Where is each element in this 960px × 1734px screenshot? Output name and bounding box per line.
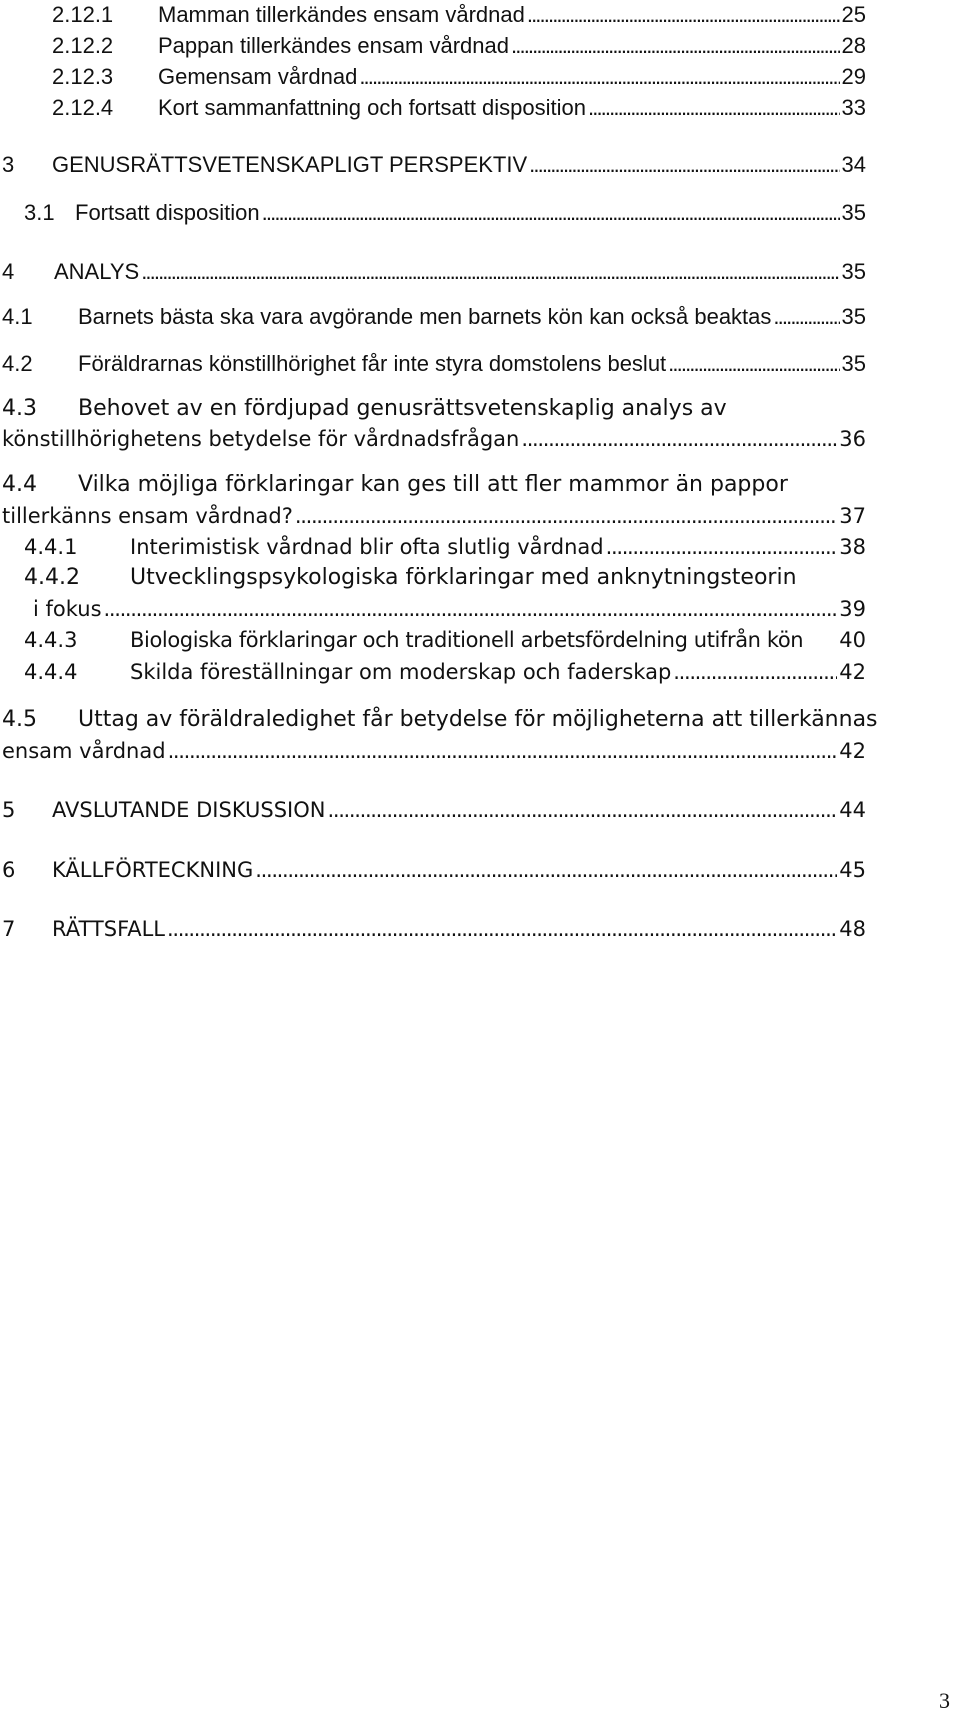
toc-leader-dots — [511, 31, 840, 61]
toc-entry-title: KÄLLFÖRTECKNING — [52, 858, 254, 882]
toc-leader-dots — [168, 736, 838, 766]
toc-entry-number: 4.2 — [2, 351, 33, 376]
toc-entry-number: 3.1 — [24, 200, 55, 225]
toc-leader-dots — [255, 855, 837, 885]
toc-entry-title: Kort sammanfattning och fortsatt disposition — [158, 95, 586, 120]
toc-entry-page: 37 — [839, 504, 866, 528]
toc-entry-page: 33 — [841, 95, 866, 120]
toc-entry-page: 38 — [839, 535, 866, 559]
toc-entry-number: 6 — [2, 858, 16, 882]
toc-entry-title: Gemensam vårdnad — [158, 64, 358, 89]
toc-entry[interactable] — [24, 563, 797, 593]
toc-entry-title: Biologiska förklaringar och traditionell arbetsfördelning utifrån kön — [130, 628, 804, 652]
toc-entry-page: 48 — [839, 917, 866, 941]
toc-entry-title: AVSLUTANDE DISKUSSION — [52, 798, 326, 822]
toc-entry-number: 2.12.3 — [52, 64, 114, 89]
toc-entry[interactable] — [52, 0, 866, 30]
toc-entry-page: 44 — [839, 798, 866, 822]
toc-entry-number: 2.12.2 — [52, 33, 114, 58]
toc-leader-dots — [167, 914, 837, 944]
toc-entry-continuation[interactable] — [2, 424, 866, 454]
toc-entry-title-continuation: ensam vårdnad — [2, 739, 166, 763]
toc-entry-title: Uttag av föräldraledighet får betydelse för möjligheterna att tillerkännas — [78, 707, 878, 732]
toc-entry-number: 4.4.1 — [24, 535, 78, 559]
toc-entry[interactable] — [2, 394, 727, 424]
toc-leader-dots — [521, 424, 837, 454]
toc-entry-page: 35 — [841, 351, 866, 376]
toc-entry[interactable] — [2, 349, 866, 379]
toc-entry-title: Interimistisk vårdnad blir ofta slutlig vårdnad — [130, 535, 604, 559]
toc-leader-dots — [141, 257, 839, 287]
toc-entry-page: 42 — [839, 660, 866, 684]
toc-entry-number: 2.12.4 — [52, 95, 114, 120]
toc-entry-number: 3 — [2, 152, 15, 177]
toc-entry-title-continuation: i fokus — [33, 597, 102, 621]
toc-entry-continuation[interactable] — [2, 501, 866, 531]
toc-entry-page: 25 — [841, 2, 866, 27]
toc-entry-title-continuation: könstillhörighetens betydelse för vårdnadsfrågan — [2, 427, 520, 451]
toc-leader-dots — [359, 62, 839, 92]
toc-entry[interactable] — [24, 198, 866, 228]
toc-entry-number: 4.5 — [2, 707, 37, 732]
toc-entry-number: 4.4.4 — [24, 660, 78, 684]
toc-entry-page: 39 — [839, 597, 866, 621]
toc-entry-title-continuation: tillerkänns ensam vårdnad? — [2, 504, 293, 528]
toc-entry-page: 29 — [841, 64, 866, 89]
toc-entry-page: 28 — [841, 33, 866, 58]
toc-entry-number: 4.3 — [2, 396, 37, 421]
toc-leader-dots — [104, 594, 838, 624]
toc-entry[interactable] — [2, 257, 866, 287]
toc-entry-number: 5 — [2, 798, 16, 822]
toc-entry-page: 35 — [841, 259, 866, 284]
toc-entry-title: Föräldrarnas könstillhörighet får inte styra domstolens beslut — [78, 351, 667, 376]
toc-entry-title: Pappan tillerkändes ensam vårdnad — [158, 33, 510, 58]
toc-entry[interactable] — [2, 470, 788, 500]
toc-entry-number: 4.1 — [2, 304, 33, 329]
toc-entry-page: 35 — [841, 200, 866, 225]
toc-entry-page: 42 — [839, 739, 866, 763]
toc-entry-page: 45 — [839, 858, 866, 882]
toc-entry-title: GENUSRÄTTSVETENSKAPLIGT PERSPEKTIV — [52, 152, 528, 177]
toc-entry[interactable] — [52, 62, 866, 92]
toc-leader-dots — [262, 198, 840, 228]
toc-entry[interactable] — [24, 657, 866, 687]
toc-entry[interactable] — [2, 705, 878, 735]
toc-leader-dots — [295, 501, 837, 531]
toc-entry-continuation[interactable] — [33, 594, 866, 624]
toc-leader-dots — [606, 532, 838, 562]
toc-entry-title: RÄTTSFALL — [52, 917, 166, 941]
toc-entry[interactable] — [2, 302, 866, 332]
toc-leader-dots — [668, 349, 839, 379]
toc-leader-dots — [588, 93, 840, 123]
toc-entry-number: 2.12.1 — [52, 2, 114, 27]
toc-entry-number: 4.4 — [2, 472, 37, 497]
toc-entry-number: 4.4.3 — [24, 628, 78, 652]
toc-entry-title: Fortsatt disposition — [75, 200, 260, 225]
toc-entry-title: Mamman tillerkändes ensam vårdnad — [158, 2, 525, 27]
toc-entry-title: Utvecklingspsykologiska förklaringar med anknytningsteorin — [130, 565, 797, 590]
toc-entry-number: 4 — [2, 259, 15, 284]
toc-entry-title: Vilka möjliga förklaringar kan ges till att fler mammor än pappor — [78, 472, 788, 497]
toc-entry-page: 34 — [841, 152, 866, 177]
toc-leader-dots — [527, 0, 840, 30]
toc-entry[interactable] — [2, 795, 866, 825]
toc-entry[interactable] — [24, 532, 866, 562]
toc-leader-dots — [673, 657, 837, 687]
toc-leader-dots — [328, 795, 838, 825]
toc-entry[interactable] — [52, 31, 866, 61]
toc-entry-number: 4.4.2 — [24, 565, 80, 590]
toc-entry-page: 40 — [839, 628, 866, 652]
toc-entry-page: 35 — [841, 304, 866, 329]
toc-entry[interactable] — [2, 855, 866, 885]
toc-leader-dots — [773, 302, 839, 332]
toc-entry-continuation[interactable] — [2, 736, 866, 766]
toc-entry[interactable] — [2, 914, 866, 944]
toc-entry-title: ANALYS — [54, 259, 140, 284]
toc-entry-title: Barnets bästa ska vara avgörande men barnets kön kan också beaktas — [78, 304, 772, 329]
toc-entry-page: 36 — [839, 427, 866, 451]
toc-entry[interactable] — [2, 150, 866, 180]
page-number: 3 — [939, 1688, 950, 1713]
toc-leader-dots — [529, 150, 839, 180]
toc-entry-title: Skilda föreställningar om moderskap och faderskap — [130, 660, 672, 684]
toc-entry[interactable] — [24, 625, 866, 655]
toc-entry-number: 7 — [2, 917, 16, 941]
toc-entry-title: Behovet av en fördjupad genusrättsvetenskaplig analys av — [78, 396, 727, 421]
toc-entry[interactable] — [52, 93, 866, 123]
